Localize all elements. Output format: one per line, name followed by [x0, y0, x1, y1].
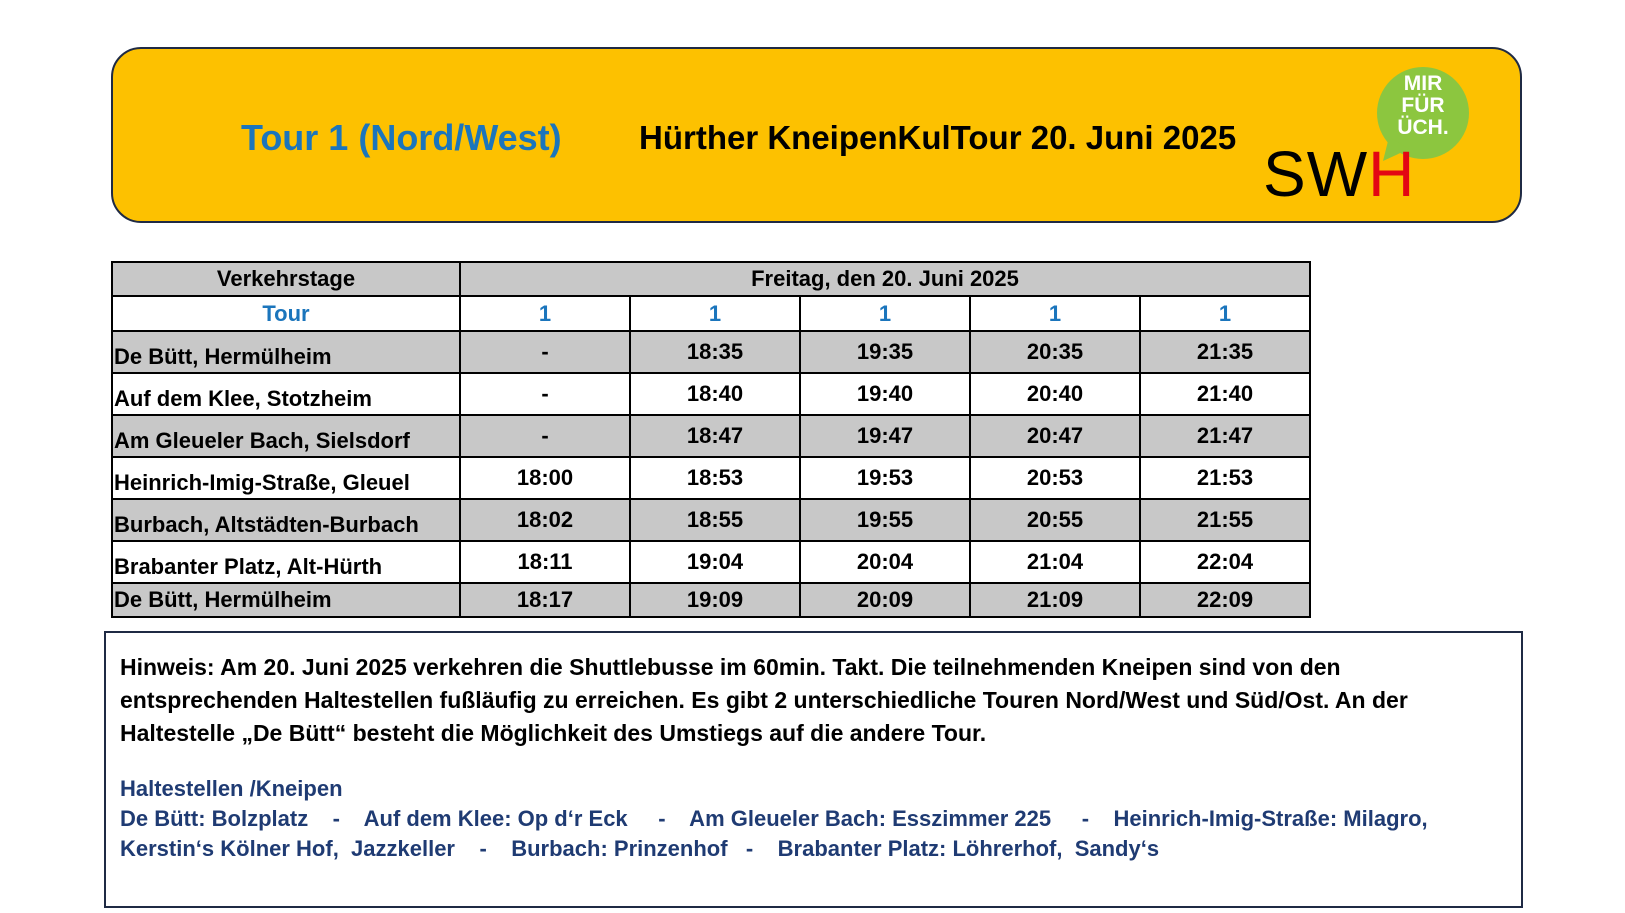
time-cell: 21:53: [1140, 457, 1310, 499]
tour-label-cell: Tour: [112, 296, 460, 331]
time-cell: 18:17: [460, 583, 630, 617]
header-banner: [111, 47, 1522, 223]
stop-name-cell: De Bütt, Hermülheim: [112, 331, 460, 373]
tour-number-cell: 1: [630, 296, 800, 331]
time-cell: 19:53: [800, 457, 970, 499]
time-cell: 21:47: [1140, 415, 1310, 457]
stop-name-cell: Heinrich-Imig-Straße, Gleuel: [112, 457, 460, 499]
table-row: [112, 541, 1310, 583]
stop-name-cell: Brabanter Platz, Alt-Hürth: [112, 541, 460, 583]
time-cell: 21:09: [970, 583, 1140, 617]
table-row: [112, 457, 1310, 499]
tour-number-cell: 1: [800, 296, 970, 331]
time-cell: -: [460, 331, 630, 373]
logo-slogan: [1383, 73, 1463, 139]
time-cell: 19:40: [800, 373, 970, 415]
time-cell: 20:40: [970, 373, 1140, 415]
slogan-line: ÜCH.: [1397, 116, 1449, 139]
header-date-cell: Freitag, den 20. Juni 2025: [460, 262, 1310, 296]
stop-name-cell: Auf dem Klee, Stotzheim: [112, 373, 460, 415]
table-row: [112, 331, 1310, 373]
time-cell: 22:09: [1140, 583, 1310, 617]
slogan-line: FÜR: [1401, 94, 1445, 117]
time-cell: 20:55: [970, 499, 1140, 541]
time-cell: 19:09: [630, 583, 800, 617]
tour-number-cell: 1: [1140, 296, 1310, 331]
logo-wordmark: [1263, 139, 1415, 209]
timetable: [111, 261, 1311, 618]
time-cell: 21:55: [1140, 499, 1310, 541]
time-cell: 21:40: [1140, 373, 1310, 415]
stops-heading: Haltestellen /Kneipen: [120, 776, 343, 801]
time-cell: 19:55: [800, 499, 970, 541]
time-cell: 21:04: [970, 541, 1140, 583]
swh-logo: [1263, 67, 1513, 217]
stop-name-cell: De Bütt, Hermülheim: [112, 583, 460, 617]
table-row: [112, 583, 1310, 617]
slogan-line: MIR: [1403, 72, 1443, 95]
time-cell: 20:04: [800, 541, 970, 583]
logo-h: H: [1368, 138, 1416, 210]
time-cell: 18:11: [460, 541, 630, 583]
tour-number-cell: 1: [970, 296, 1140, 331]
stop-name-cell: Burbach, Altstädten-Burbach: [112, 499, 460, 541]
time-cell: 18:47: [630, 415, 800, 457]
header-cell: Verkehrstage: [112, 262, 460, 296]
time-cell: 20:47: [970, 415, 1140, 457]
time-cell: 21:35: [1140, 331, 1310, 373]
notice-text: Hinweis: Am 20. Juni 2025 verkehren die Shuttlebusse im 60min. Takt. Die teilnehmenden Kneipen sind von den entsprechenden Haltestellen fußläufig zu erreichen. Es gibt 2 unterschiedliche Touren Nord/West und Süd/Ost. An der Haltestelle „De Bütt“ besteht die Möglichkeit des Umstiegs auf die andere Tour.: [120, 654, 1408, 746]
time-cell: 19:04: [630, 541, 800, 583]
table-row: [112, 373, 1310, 415]
tour-number-cell: 1: [460, 296, 630, 331]
time-cell: -: [460, 415, 630, 457]
time-cell: 18:35: [630, 331, 800, 373]
time-cell: 18:00: [460, 457, 630, 499]
stops-list-line: Kerstin‘s Kölner Hof, Jazzkeller - Burbach: Prinzenhof - Brabanter Platz: Löhrerhof, Sandy‘s: [120, 836, 1160, 861]
tour-row: [112, 296, 1310, 331]
stops-list-line: De Bütt: Bolzplatz - Auf dem Klee: Op d‘r Eck - Am Gleueler Bach: Esszimmer 225 - Heinrich-Imig-Straße: Milagro,: [120, 806, 1428, 831]
table-row: [112, 499, 1310, 541]
table-header-row: [112, 262, 1310, 296]
time-cell: 20:53: [970, 457, 1140, 499]
time-cell: 18:53: [630, 457, 800, 499]
time-cell: 22:04: [1140, 541, 1310, 583]
time-cell: 20:09: [800, 583, 970, 617]
logo-sw: SW: [1263, 138, 1369, 210]
time-cell: 19:47: [800, 415, 970, 457]
time-cell: -: [460, 373, 630, 415]
time-cell: 18:55: [630, 499, 800, 541]
time-cell: 18:02: [460, 499, 630, 541]
event-title: Hürther KneipenKulTour 20. Juni 2025: [639, 119, 1237, 156]
time-cell: 18:40: [630, 373, 800, 415]
notice-box: [104, 631, 1523, 908]
stop-name-cell: Am Gleueler Bach, Sielsdorf: [112, 415, 460, 457]
time-cell: 20:35: [970, 331, 1140, 373]
tour-title: Tour 1 (Nord/West): [241, 117, 562, 158]
time-cell: 19:35: [800, 331, 970, 373]
table-row: [112, 415, 1310, 457]
